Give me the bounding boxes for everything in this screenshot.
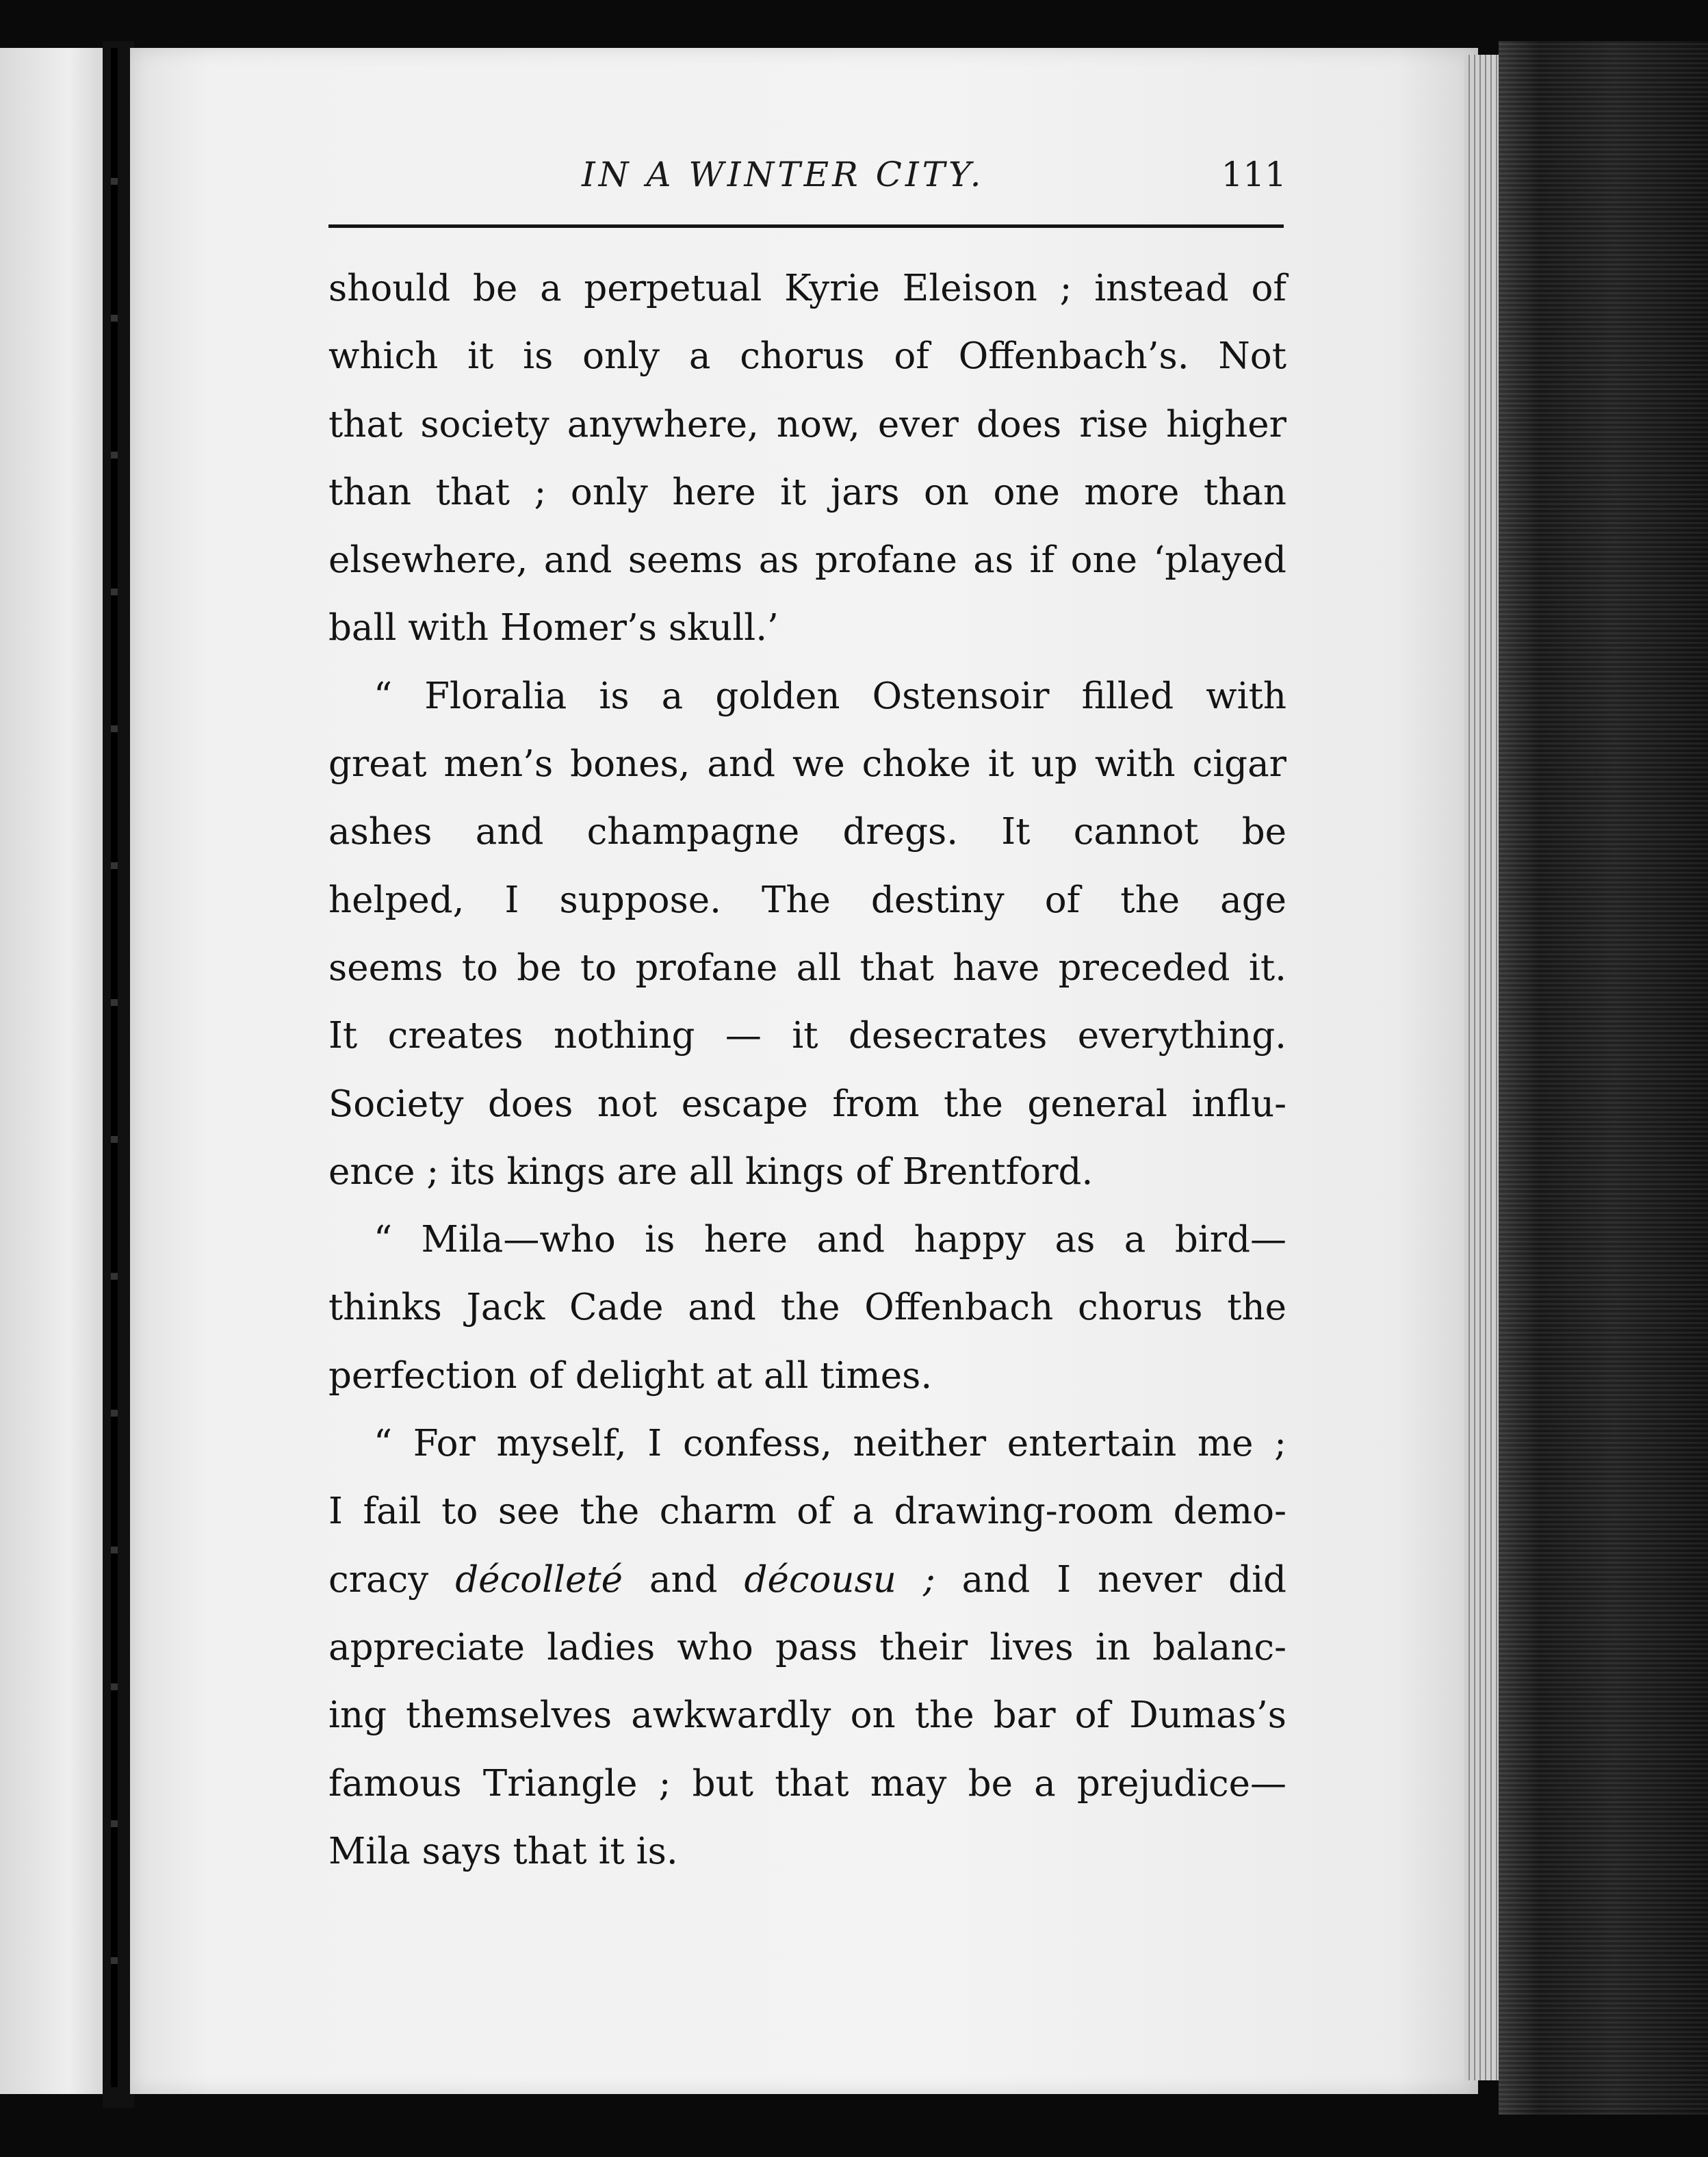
text-line: Mila says that it is. <box>328 1830 678 1872</box>
text-fragment: and I never did <box>961 1558 1286 1601</box>
book-cover <box>1499 41 1708 2115</box>
body-text <box>328 255 1286 1885</box>
text-line: should be a perpetual Kyrie Eleison ; instead of <box>328 268 1286 309</box>
text-line: elsewhere, and seems as profane as if one ‘played <box>328 539 1286 582</box>
text-line: “ Mila—who is here and happy as a bird— <box>374 1219 1286 1261</box>
running-head <box>328 155 1286 203</box>
left-facing-page <box>0 48 115 2094</box>
text-fragment: cracy <box>328 1558 456 1601</box>
header-rule <box>328 224 1284 228</box>
text-line: appreciate ladies who pass their lives in balanc- <box>328 1626 1286 1668</box>
text-line: which it is only a chorus of Offenbach’s. Not <box>328 335 1286 378</box>
text-line: It creates nothing — it desecrates everything. <box>328 1015 1286 1057</box>
text-line: thinks Jack Cade and the Offenbach chorus the <box>328 1287 1286 1329</box>
text-line: great men’s bones, and we choke it up with cigar <box>328 743 1286 786</box>
text-line: famous Triangle ; but that may be a prejudice— <box>328 1762 1286 1805</box>
text-line: I fail to see the charm of a drawing-room demo- <box>328 1490 1286 1533</box>
italic-word: décousu ; <box>744 1558 935 1601</box>
text-line: seems to be to profane all that have preceded it. <box>328 946 1286 989</box>
text-line: than that ; only here it jars on one more than <box>328 471 1286 513</box>
running-title: IN A WINTER CITY. <box>582 155 985 194</box>
text-line: ence ; its kings are all kings of Brentford. <box>328 1150 1094 1193</box>
binding-stitch <box>111 48 118 2087</box>
text-line: ashes and champagne dregs. It cannot be <box>328 811 1286 853</box>
text-line: that society anywhere, now, ever does rise higher <box>328 403 1286 445</box>
text-line <box>328 1546 1286 1614</box>
text-line: “ For myself, I confess, neither entertain me ; <box>374 1423 1286 1465</box>
text-line: Society does not escape from the general influ- <box>328 1083 1286 1125</box>
text-line: perfection of delight at all times. <box>328 1354 933 1397</box>
text-line: “ Floralia is a golden Ostensoir filled with <box>374 675 1286 717</box>
text-fragment: and <box>623 1558 745 1601</box>
page-number: 111 <box>1221 155 1286 194</box>
text-line: helped, I suppose. The destiny of the age <box>328 879 1286 921</box>
text-line: ball with Homer’s skull.’ <box>328 607 779 649</box>
italic-word: décolleté <box>455 1558 623 1601</box>
text-line: ing themselves awkwardly on the bar of Dumas’s <box>328 1694 1286 1737</box>
